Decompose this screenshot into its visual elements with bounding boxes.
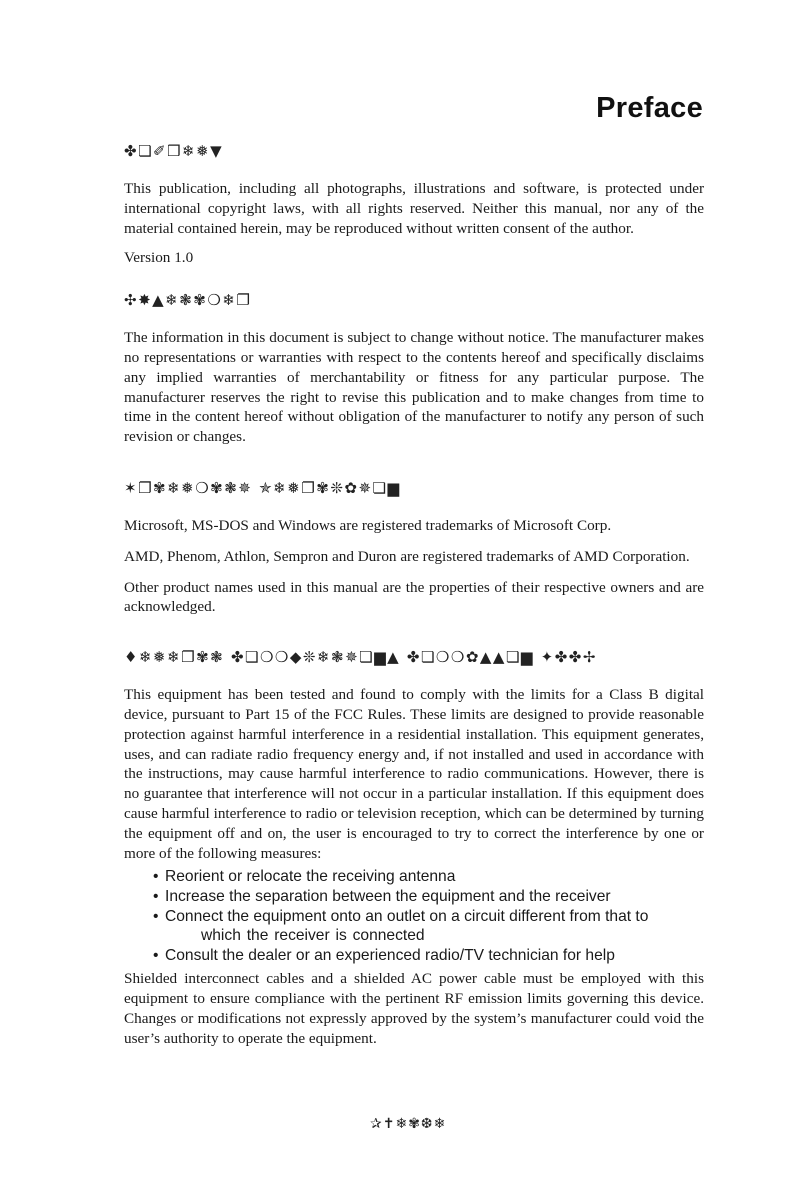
trademark-paragraph: AMD, Phenom, Athlon, Sempron and Duron are registered trademarks of AMD Corporation.	[124, 547, 690, 565]
bullet-icon: •	[153, 868, 159, 886]
bullet-icon: •	[153, 946, 159, 964]
fcc-heading: ♦❄❅❄❐✾❃ ✤❏❍❍◆❊❄❃✵❏▆▲ ✤❏❍❍✿▲▲❏▆ ✦✤✤✢	[124, 648, 597, 667]
fcc-section	[124, 646, 704, 1048]
list-item	[153, 946, 704, 966]
trademark-section	[124, 477, 704, 617]
copyright-section	[124, 140, 704, 268]
disclaimer-section	[124, 289, 704, 447]
document-body	[124, 140, 704, 1048]
copyright-paragraph: This publication, including all photographs, illustrations and software, is protected under international copyright laws, with all rights reserved. Neither this manual, nor any of the material contained herein, may be reproduced without written consent of the author.	[124, 180, 704, 237]
list-item	[153, 867, 704, 887]
disclaimer-paragraph: The information in this document is subject to change without notice. The manufacturer makes no representations or warranties with respect to the contents hereof and specifically disclaims any implied warranties of merchantability or fitness for any particular purpose. The manufacturer reserves the right to revise this publication and to make changes from time to time in the content hereof without obligation of the manufacturer to notify any person of such revision or changes.	[124, 329, 704, 446]
list-item	[153, 887, 704, 907]
trademark-heading: ✶❐✾❄❅❍✾❃✵ ✯❄❅❐✾❊✿✵❏▆	[124, 478, 401, 497]
fcc-paragraph: This equipment has been tested and found to comply with the limits for a Class B digital device, pursuant to Part 15 of the FCC Rules. These limits are designed to provide reasonable protection against harmful interference in a residential installation. This equipment generates, uses, and can radiate radio frequency energy and, if not installed and used in accordance with the instructions, may cause harmful interference to radio communications. However, there is no guarantee that interference will not occur in a particular installation. If this equipment does cause harmful interference to radio or television reception, which can be determined by turning the equipment off and on, the user is encouraged to try to correct the interference by one or more of the following measures:	[124, 686, 704, 862]
fcc-paragraph: Shielded interconnect cables and a shielded AC power cable must be employed with this equipment to ensure compliance with the pertinent RF emission limits governing this device. Changes or modifications not expressly approved by the system’s manufacturer could void the user’s authority to operate the equipment.	[124, 970, 704, 1047]
bullet-icon: •	[153, 907, 159, 925]
list-item-text: Reorient or relocate the receiving antenna	[165, 868, 456, 886]
page-title: Preface	[596, 92, 703, 124]
version-text: Version 1.0	[124, 249, 194, 267]
list-item-text: Connect the equipment onto an outlet on a circuit different from that to	[165, 907, 649, 925]
list-item-continuation: which the receiver is connected	[201, 927, 425, 945]
list-item-text: Consult the dealer or an experienced radio/TV technician for help	[165, 946, 615, 964]
fcc-measures-list	[124, 867, 704, 965]
list-item	[153, 907, 704, 946]
trademark-paragraph: Other product names used in this manual are the properties of their respective owners and are acknowledged.	[124, 578, 704, 616]
copyright-heading: ✤❏✐❒❄❅▼	[124, 142, 224, 160]
bullet-icon: •	[153, 887, 159, 905]
disclaimer-heading: ✣✸▲❄❃✾❍❄❐	[124, 291, 252, 310]
list-item-text: Increase the separation between the equipment and the receiver	[165, 887, 611, 905]
page-footer: ✰✝❄✾❆❄	[370, 1116, 447, 1132]
trademark-paragraph: Microsoft, MS-DOS and Windows are registered trademarks of Microsoft Corp.	[124, 516, 612, 534]
